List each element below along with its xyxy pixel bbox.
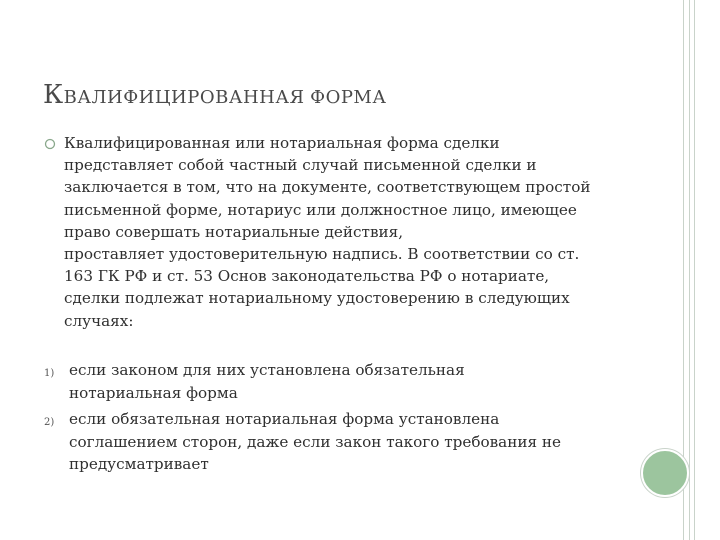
- paragraph-line: 163 ГК РФ и ст. 53 Основ законодательства РФ о нотариате,: [64, 267, 550, 286]
- main-paragraph: [64, 132, 629, 332]
- paragraph-line: право совершать нотариальные действия,: [64, 222, 404, 241]
- slide-title: [43, 80, 387, 110]
- list-item-line: нотариальная форма: [69, 383, 238, 402]
- list-number: 1): [44, 368, 55, 379]
- list-number: 2): [44, 417, 55, 428]
- list-item-line: если обязательная нотариальная форма установлена: [69, 410, 500, 428]
- paragraph-line: Квалифицированная или нотариальная форма сделки: [64, 134, 500, 152]
- right-border-line: [694, 0, 695, 540]
- title-first-letter: К: [43, 80, 64, 110]
- decorative-circle: [641, 449, 689, 497]
- paragraph-line: сделки подлежат нотариальному удостоверению в следующих: [64, 289, 570, 308]
- list-item-line: предусматривает: [69, 455, 209, 473]
- list-item: [69, 408, 629, 476]
- right-border-line: [689, 0, 690, 540]
- paragraph-line: заключается в том, что на документе, соответствующем простой: [64, 178, 591, 197]
- title-word-2: ФОРМА: [310, 87, 387, 108]
- title-word-1: ВАЛИФИЦИРОВАННАЯ: [63, 87, 305, 108]
- paragraph-line: случаях:: [64, 311, 134, 330]
- list-item: [69, 359, 629, 404]
- paragraph-line: представляет собой частный случай письменной сделки и: [64, 156, 537, 175]
- list-item-line: если законом для них установлена обязательная: [69, 361, 465, 379]
- hollow-circle-bullet-icon: [44, 138, 56, 150]
- paragraph-line: письменной форме, нотариус или должностное лицо, имеющее: [64, 200, 577, 219]
- list-item-line: соглашением сторон, даже если закон такого требования не: [69, 432, 561, 451]
- paragraph-line: проставляет удостоверительную надпись. В соответствии со ст.: [64, 245, 580, 264]
